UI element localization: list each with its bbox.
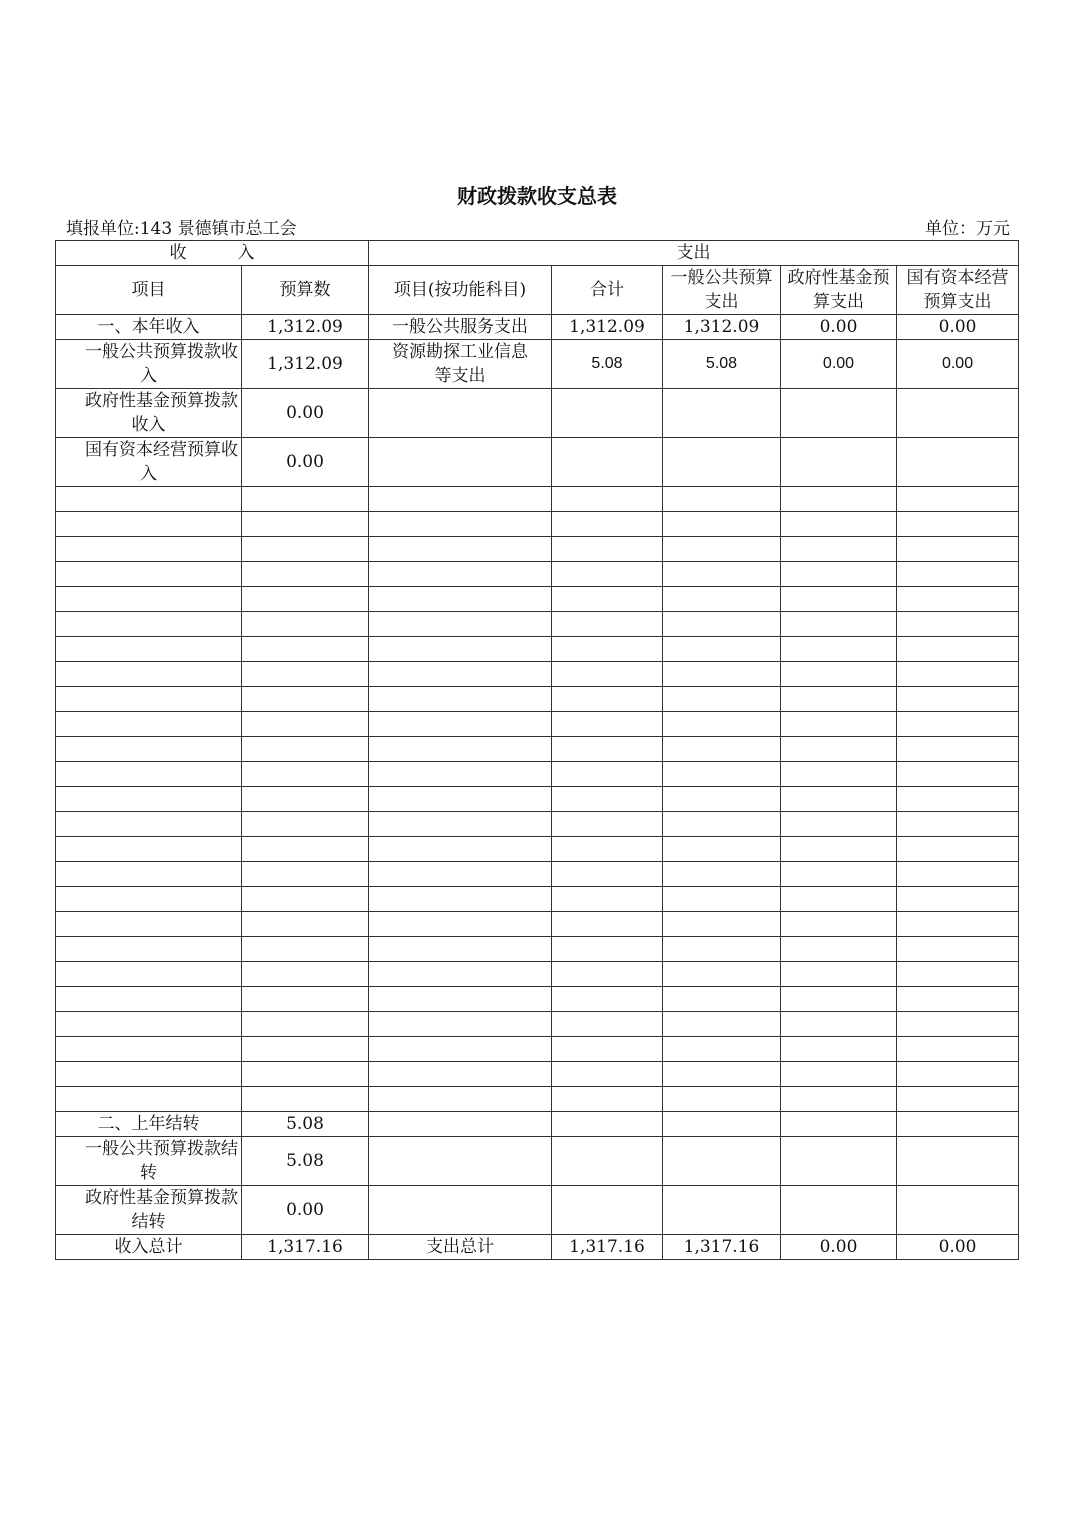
income-header: 收 入 <box>56 241 369 266</box>
empty-cell <box>781 1037 897 1062</box>
empty-cell <box>897 487 1019 512</box>
row-total: 1,312.09 <box>552 315 663 340</box>
expense-total-label: 支出总计 <box>369 1235 552 1260</box>
empty-cell <box>242 937 369 962</box>
empty-cell <box>242 912 369 937</box>
empty-cell <box>663 537 781 562</box>
currency-unit: 单位：万元 <box>925 219 1010 239</box>
col-general-budget-label: 一般公共预算支出 <box>670 268 773 312</box>
empty-cell <box>369 438 552 487</box>
empty-cell <box>552 537 663 562</box>
empty-cell <box>552 512 663 537</box>
empty-cell <box>369 912 552 937</box>
empty-cell <box>242 862 369 887</box>
income-total-label: 收入总计 <box>56 1235 242 1260</box>
empty-cell <box>242 487 369 512</box>
empty-cell <box>781 1087 897 1112</box>
empty-cell <box>56 712 242 737</box>
empty-cell <box>56 1087 242 1112</box>
empty-cell <box>781 687 897 712</box>
empty-cell <box>552 1112 663 1137</box>
empty-cell <box>663 637 781 662</box>
empty-row <box>56 937 1019 962</box>
state-total-value: 0.00 <box>897 1235 1019 1260</box>
empty-cell <box>781 389 897 438</box>
empty-cell <box>56 737 242 762</box>
row-state: 0.00 <box>897 315 1019 340</box>
empty-cell <box>663 712 781 737</box>
col-state-capital-label: 国有资本经营预算支出 <box>906 268 1009 312</box>
empty-cell <box>897 537 1019 562</box>
col-gov-fund <box>781 266 897 315</box>
col-gov-fund-label: 政府性基金预算支出 <box>787 268 890 312</box>
empty-row <box>56 812 1019 837</box>
row-item-label: 一般公共预算拨款收入 <box>85 342 238 386</box>
row-item <box>56 1186 242 1235</box>
empty-cell <box>56 637 242 662</box>
empty-cell <box>369 662 552 687</box>
empty-cell <box>242 787 369 812</box>
empty-cell <box>663 787 781 812</box>
row-item-label: 国有资本经营预算收入 <box>85 440 238 484</box>
empty-cell <box>897 389 1019 438</box>
empty-cell <box>663 887 781 912</box>
empty-cell <box>56 1037 242 1062</box>
row-budget: 1,312.09 <box>242 315 369 340</box>
empty-cell <box>663 912 781 937</box>
empty-cell <box>242 1062 369 1087</box>
empty-cell <box>552 937 663 962</box>
empty-cell <box>781 1012 897 1037</box>
empty-cell <box>56 562 242 587</box>
empty-cell <box>552 612 663 637</box>
gov-total-value: 0.00 <box>781 1235 897 1260</box>
empty-cell <box>552 1087 663 1112</box>
empty-cell <box>781 1186 897 1235</box>
empty-cell <box>242 812 369 837</box>
empty-cell <box>552 987 663 1012</box>
empty-cell <box>242 737 369 762</box>
empty-cell <box>369 1112 552 1137</box>
empty-cell <box>663 1087 781 1112</box>
empty-cell <box>242 662 369 687</box>
expense-header: 支出 <box>369 241 1019 266</box>
row-item <box>56 340 242 389</box>
row-item: 二、上年结转 <box>56 1112 242 1137</box>
empty-cell <box>897 737 1019 762</box>
table-row <box>56 1112 1019 1137</box>
empty-row <box>56 837 1019 862</box>
empty-cell <box>242 637 369 662</box>
empty-cell <box>781 612 897 637</box>
reporting-unit: 填报单位:143 景德镇市总工会 <box>66 219 297 239</box>
empty-cell <box>781 1112 897 1137</box>
empty-cell <box>663 987 781 1012</box>
empty-cell <box>663 389 781 438</box>
empty-cell <box>663 512 781 537</box>
empty-row <box>56 962 1019 987</box>
empty-cell <box>369 737 552 762</box>
row-budget: 0.00 <box>242 438 369 487</box>
row-func: 一般公共服务支出 <box>369 315 552 340</box>
empty-cell <box>663 812 781 837</box>
empty-cell <box>897 1112 1019 1137</box>
empty-row <box>56 787 1019 812</box>
empty-cell <box>242 1087 369 1112</box>
empty-cell <box>56 512 242 537</box>
empty-cell <box>56 1012 242 1037</box>
empty-cell <box>56 787 242 812</box>
empty-row <box>56 862 1019 887</box>
empty-cell <box>897 612 1019 637</box>
empty-cell <box>663 687 781 712</box>
empty-cell <box>663 762 781 787</box>
empty-cell <box>369 1062 552 1087</box>
table-row <box>56 315 1019 340</box>
empty-cell <box>897 712 1019 737</box>
empty-cell <box>663 1112 781 1137</box>
empty-cell <box>242 712 369 737</box>
empty-cell <box>781 1062 897 1087</box>
empty-cell <box>781 762 897 787</box>
empty-cell <box>552 887 663 912</box>
empty-cell <box>663 1012 781 1037</box>
empty-cell <box>369 937 552 962</box>
empty-cell <box>56 587 242 612</box>
empty-cell <box>897 962 1019 987</box>
row-gov: 0.00 <box>781 340 897 389</box>
empty-cell <box>663 438 781 487</box>
col-func-item: 项目(按功能科目) <box>369 266 552 315</box>
empty-cell <box>56 887 242 912</box>
col-budget: 预算数 <box>242 266 369 315</box>
empty-cell <box>897 562 1019 587</box>
empty-cell <box>552 912 663 937</box>
row-func-label: 资源勘探工业信息等支出 <box>392 342 528 386</box>
empty-row <box>56 562 1019 587</box>
empty-row <box>56 987 1019 1012</box>
empty-cell <box>781 512 897 537</box>
empty-cell <box>552 487 663 512</box>
general-total-value: 1,317.16 <box>663 1235 781 1260</box>
empty-cell <box>781 887 897 912</box>
empty-cell <box>897 512 1019 537</box>
empty-cell <box>897 987 1019 1012</box>
empty-row <box>56 712 1019 737</box>
empty-cell <box>897 787 1019 812</box>
empty-row <box>56 512 1019 537</box>
empty-cell <box>897 1087 1019 1112</box>
empty-row <box>56 762 1019 787</box>
empty-cell <box>242 987 369 1012</box>
row-item: 一、本年收入 <box>56 315 242 340</box>
empty-cell <box>781 862 897 887</box>
empty-cell <box>781 937 897 962</box>
budget-table <box>55 240 1019 1260</box>
empty-cell <box>369 612 552 637</box>
table-row <box>56 438 1019 487</box>
empty-cell <box>781 712 897 737</box>
row-item-label: 一般公共预算拨款结转 <box>85 1139 238 1183</box>
empty-cell <box>369 512 552 537</box>
empty-cell <box>56 487 242 512</box>
empty-cell <box>369 1037 552 1062</box>
empty-cell <box>552 438 663 487</box>
empty-cell <box>56 987 242 1012</box>
empty-cell <box>552 712 663 737</box>
empty-cell <box>369 862 552 887</box>
empty-cell <box>897 687 1019 712</box>
row-item-label: 政府性基金预算拨款结转 <box>85 1188 238 1232</box>
row-gov: 0.00 <box>781 315 897 340</box>
empty-cell <box>242 1012 369 1037</box>
empty-cell <box>663 962 781 987</box>
empty-cell <box>781 912 897 937</box>
row-state: 0.00 <box>897 340 1019 389</box>
empty-cell <box>552 862 663 887</box>
row-item <box>56 1137 242 1186</box>
row-item <box>56 438 242 487</box>
row-budget: 1,312.09 <box>242 340 369 389</box>
empty-cell <box>242 687 369 712</box>
empty-cell <box>242 512 369 537</box>
empty-cell <box>897 837 1019 862</box>
empty-cell <box>369 762 552 787</box>
empty-cell <box>369 837 552 862</box>
row-item <box>56 389 242 438</box>
empty-cell <box>663 937 781 962</box>
empty-cell <box>369 787 552 812</box>
row-general: 5.08 <box>663 340 781 389</box>
empty-cell <box>56 762 242 787</box>
empty-row <box>56 887 1019 912</box>
row-budget: 5.08 <box>242 1112 369 1137</box>
empty-cell <box>369 487 552 512</box>
empty-cell <box>552 389 663 438</box>
empty-cell <box>369 687 552 712</box>
empty-cell <box>897 662 1019 687</box>
empty-cell <box>781 438 897 487</box>
empty-cell <box>552 1137 663 1186</box>
empty-cell <box>369 987 552 1012</box>
empty-cell <box>897 937 1019 962</box>
empty-cell <box>369 812 552 837</box>
empty-cell <box>663 587 781 612</box>
empty-cell <box>56 837 242 862</box>
empty-cell <box>369 962 552 987</box>
empty-cell <box>781 787 897 812</box>
empty-cell <box>552 587 663 612</box>
empty-row <box>56 687 1019 712</box>
total-row <box>56 1235 1019 1260</box>
table-row <box>56 1186 1019 1235</box>
row-total: 5.08 <box>552 340 663 389</box>
empty-cell <box>663 1137 781 1186</box>
empty-cell <box>897 812 1019 837</box>
empty-row <box>56 662 1019 687</box>
table-row <box>56 389 1019 438</box>
header-row <box>56 266 1019 315</box>
col-item: 项目 <box>56 266 242 315</box>
empty-cell <box>663 562 781 587</box>
page-title: 财政拨款收支总表 <box>457 184 617 208</box>
empty-cell <box>897 1037 1019 1062</box>
empty-cell <box>552 837 663 862</box>
empty-cell <box>897 912 1019 937</box>
empty-row <box>56 537 1019 562</box>
empty-cell <box>369 389 552 438</box>
empty-cell <box>663 612 781 637</box>
empty-cell <box>781 812 897 837</box>
empty-cell <box>781 562 897 587</box>
empty-cell <box>552 1012 663 1037</box>
empty-cell <box>552 1186 663 1235</box>
header-row-group <box>56 241 1019 266</box>
empty-cell <box>552 737 663 762</box>
empty-row <box>56 612 1019 637</box>
empty-cell <box>242 762 369 787</box>
empty-cell <box>552 962 663 987</box>
empty-cell <box>781 837 897 862</box>
empty-cell <box>663 1037 781 1062</box>
empty-cell <box>369 1186 552 1235</box>
income-total-value: 1,317.16 <box>242 1235 369 1260</box>
row-budget: 0.00 <box>242 389 369 438</box>
empty-cell <box>242 887 369 912</box>
empty-row <box>56 1087 1019 1112</box>
row-general: 1,312.09 <box>663 315 781 340</box>
empty-row <box>56 737 1019 762</box>
empty-cell <box>56 962 242 987</box>
blank-rows <box>56 487 1019 1112</box>
empty-cell <box>552 787 663 812</box>
table-row <box>56 340 1019 389</box>
empty-cell <box>56 812 242 837</box>
empty-cell <box>663 862 781 887</box>
empty-cell <box>897 862 1019 887</box>
row-budget: 5.08 <box>242 1137 369 1186</box>
col-state-capital <box>897 266 1019 315</box>
empty-cell <box>369 1087 552 1112</box>
empty-cell <box>369 587 552 612</box>
empty-cell <box>663 487 781 512</box>
empty-row <box>56 1062 1019 1087</box>
empty-cell <box>369 562 552 587</box>
empty-cell <box>781 1137 897 1186</box>
empty-cell <box>369 637 552 662</box>
empty-cell <box>552 562 663 587</box>
empty-cell <box>897 587 1019 612</box>
empty-cell <box>897 1062 1019 1087</box>
empty-cell <box>242 962 369 987</box>
empty-cell <box>781 637 897 662</box>
empty-cell <box>552 637 663 662</box>
row-budget: 0.00 <box>242 1186 369 1235</box>
empty-cell <box>781 962 897 987</box>
empty-cell <box>242 837 369 862</box>
empty-cell <box>369 537 552 562</box>
empty-cell <box>663 837 781 862</box>
row-item-label: 政府性基金预算拨款收入 <box>85 391 238 435</box>
empty-cell <box>242 612 369 637</box>
empty-cell <box>242 562 369 587</box>
empty-row <box>56 1012 1019 1037</box>
empty-cell <box>897 637 1019 662</box>
empty-cell <box>242 587 369 612</box>
col-general-budget <box>663 266 781 315</box>
col-total: 合计 <box>552 266 663 315</box>
empty-cell <box>242 1037 369 1062</box>
empty-cell <box>781 737 897 762</box>
empty-cell <box>56 662 242 687</box>
empty-cell <box>369 712 552 737</box>
empty-cell <box>781 987 897 1012</box>
empty-cell <box>663 1062 781 1087</box>
empty-cell <box>781 662 897 687</box>
empty-cell <box>781 537 897 562</box>
empty-cell <box>552 1037 663 1062</box>
empty-cell <box>56 912 242 937</box>
empty-cell <box>897 1186 1019 1235</box>
empty-cell <box>781 487 897 512</box>
empty-cell <box>56 612 242 637</box>
empty-cell <box>663 1186 781 1235</box>
empty-cell <box>663 662 781 687</box>
empty-cell <box>242 537 369 562</box>
empty-cell <box>56 937 242 962</box>
empty-cell <box>369 887 552 912</box>
empty-cell <box>56 862 242 887</box>
empty-cell <box>56 537 242 562</box>
empty-cell <box>369 1137 552 1186</box>
empty-cell <box>897 762 1019 787</box>
empty-row <box>56 912 1019 937</box>
empty-cell <box>897 1012 1019 1037</box>
empty-cell <box>369 1012 552 1037</box>
empty-cell <box>781 587 897 612</box>
empty-row <box>56 587 1019 612</box>
empty-cell <box>56 687 242 712</box>
empty-cell <box>552 762 663 787</box>
empty-cell <box>897 1137 1019 1186</box>
empty-cell <box>897 438 1019 487</box>
empty-cell <box>663 737 781 762</box>
empty-cell <box>552 687 663 712</box>
empty-cell <box>56 1062 242 1087</box>
row-func <box>369 340 552 389</box>
empty-row <box>56 637 1019 662</box>
empty-row <box>56 487 1019 512</box>
empty-cell <box>897 887 1019 912</box>
empty-row <box>56 1037 1019 1062</box>
empty-cell <box>552 1062 663 1087</box>
empty-cell <box>552 662 663 687</box>
table-row <box>56 1137 1019 1186</box>
expense-total-value: 1,317.16 <box>552 1235 663 1260</box>
empty-cell <box>552 812 663 837</box>
